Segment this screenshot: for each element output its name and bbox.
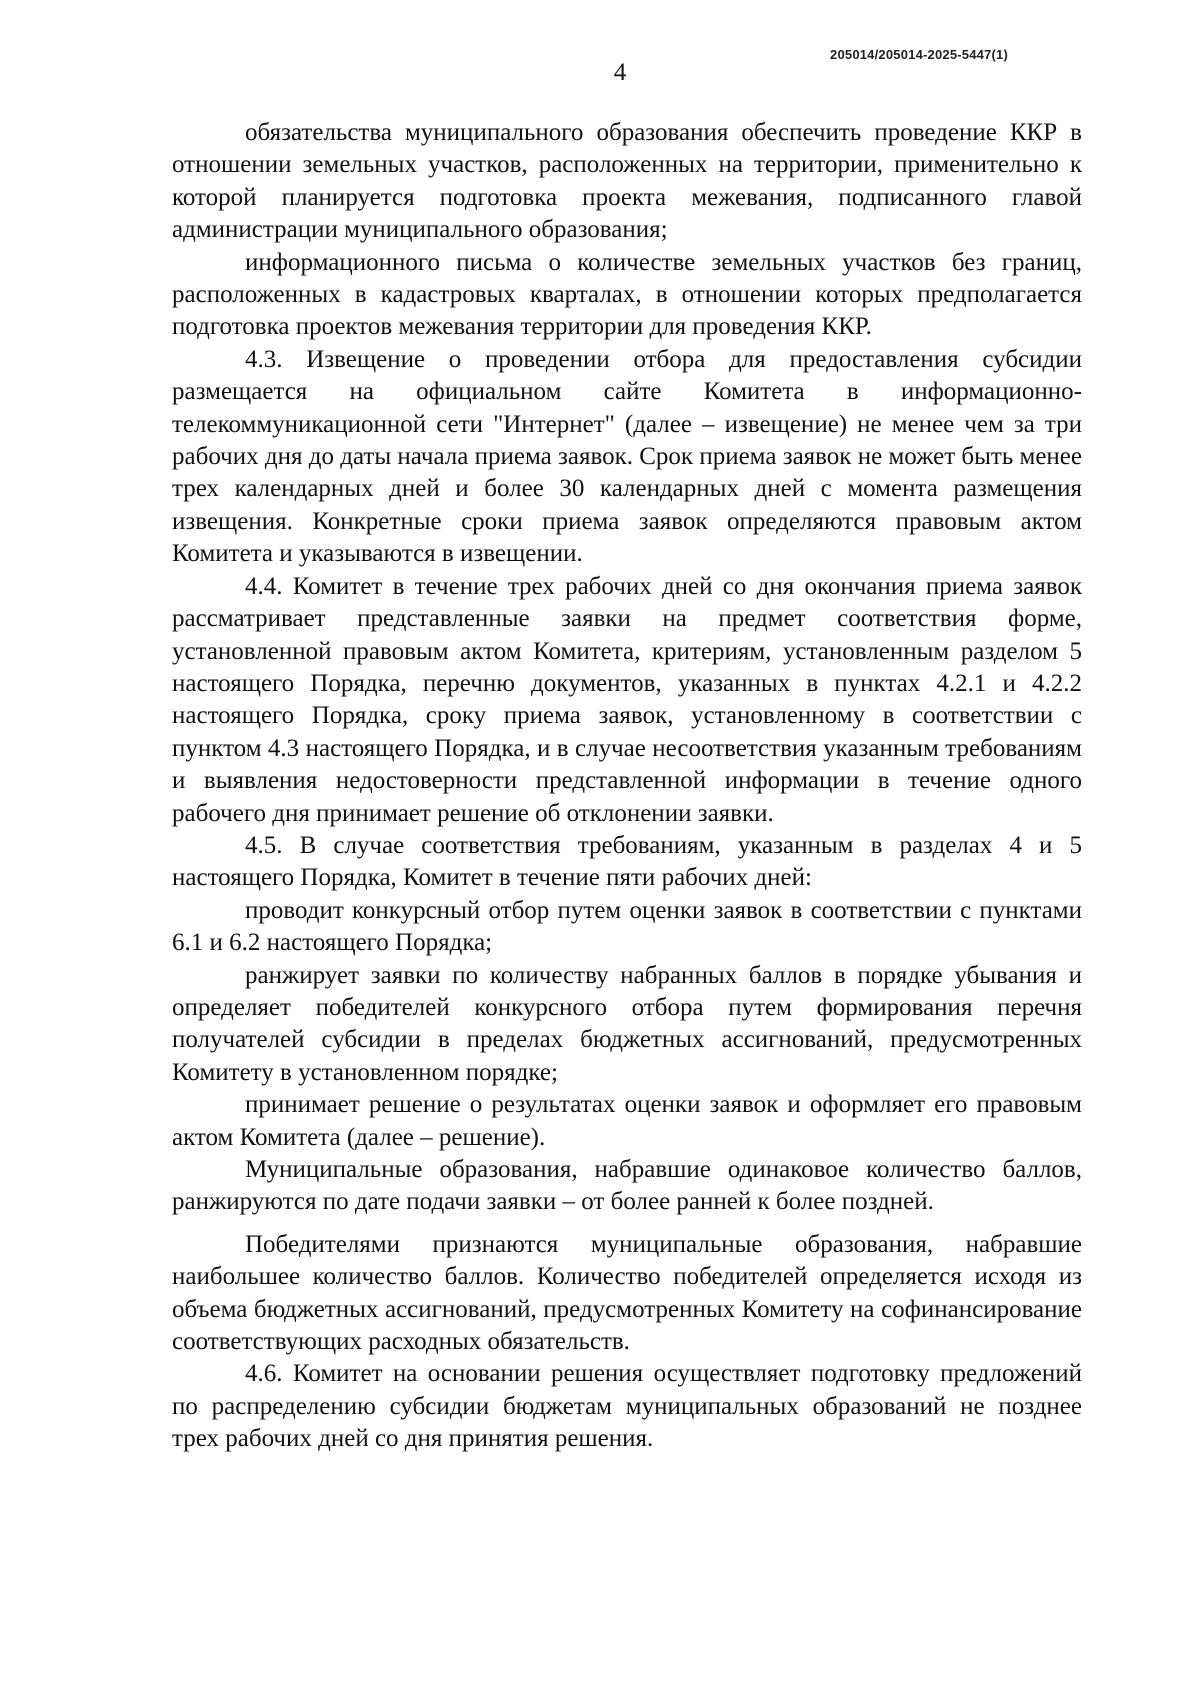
paragraph: принимает решение о результатах оценки заявок и оформляет его правовым актом Комитета (далее – решение).: [172, 1091, 1082, 1151]
paragraph: 4.3. Извещение о проведении отбора для предоставления субсидии размещается на официальном сайте Комитета в информационно-телекоммуникационной сети "Интернет" (далее – извещение) не менее чем за три рабочих дня до даты начала приема заявок. Срок приема заявок не может быть менее трех календарных дней и более 30 календарных дней с момента размещения извещения. Конкретные сроки приема заявок определяются правовым актом Комитета и указываются в извещении.: [172, 345, 1082, 568]
paragraph: Победителями признаются муниципальные образования, набравшие наибольшее количество баллов. Количество победителей определяется исходя из объема бюджетных ассигнований, предусмотренных Комитету на софинансирование соответствующих расходных обязательств.: [172, 1230, 1082, 1356]
paragraph: Муниципальные образования, набравшие одинаковое количество баллов, ранжируются по дате подачи заявки – от более ранней к более поздней.: [172, 1156, 1082, 1216]
paragraph: информационного письма о количестве земельных участков без границ, расположенных в кадастровых кварталах, в отношении которых предполагается подготовка проектов межевания территории для проведения ККР.: [172, 248, 1082, 341]
document-id: 205014/205014-2025-5447(1): [830, 47, 1008, 62]
paragraph: обязательства муниципального образования обеспечить проведение ККР в отношении земельных участков, расположенных на территории, применительно к которой планируется подготовка проекта межевания, подписанного главой администрации муниципального образования;: [172, 119, 1082, 244]
paragraph: 4.5. В случае соответствия требованиям, указанным в разделах 4 и 5 настоящего Порядка, Комитет в течение пяти рабочих дней:: [172, 831, 1082, 892]
paragraph: 4.4. Комитет в течение трех рабочих дней со дня окончания приема заявок рассматривает представленные заявки на предмет соответствия форме, установленной правовым актом Комитета, критериям, установленным разделом 5 настоящего Порядка, перечню документов, указанных в пунктах 4.2.1 и 4.2.2 настоящего Порядка, сроку приема заявок, установленному в соответствии с пунктом 4.3 настоящего Порядка, и в случае несоответствия указанным требованиям и выявления недостоверности представленной информации в течение одного рабочего дня принимает решение об отклонении заявки.: [172, 572, 1082, 827]
paragraph: ранжирует заявки по количеству набранных баллов в порядке убывания и определяет победителей конкурсного отбора путем формирования перечня получателей субсидии в пределах бюджетных ассигнований, предусмотренных Комитету в установленном порядке;: [172, 961, 1082, 1086]
page-number: 4: [613, 59, 627, 86]
paragraph: 4.6. Комитет на основании решения осуществляет подготовку предложений по распределению субсидии бюджетам муниципальных образований не позднее трех рабочих дней со дня принятия решения.: [172, 1360, 1082, 1453]
document-body: [172, 117, 1082, 1456]
paragraph: проводит конкурсный отбор путем оценки заявок в соответствии с пунктами 6.1 и 6.2 настоящего Порядка;: [172, 896, 1082, 957]
